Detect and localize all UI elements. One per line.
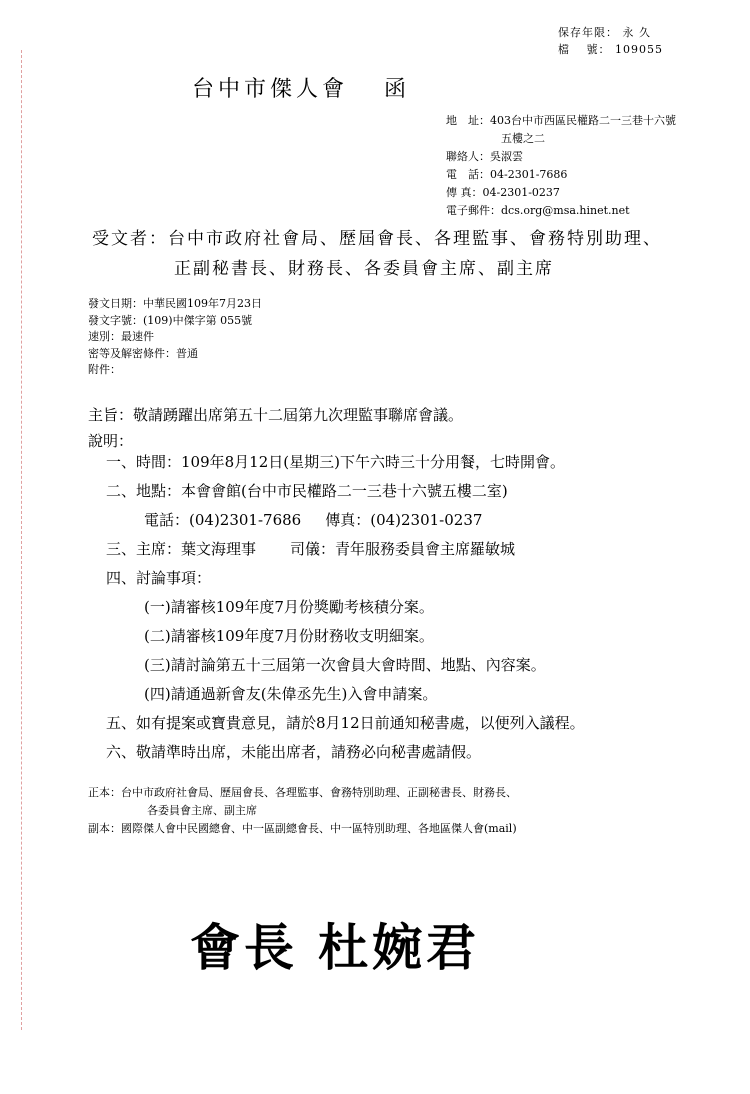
retention-period: 保存年限： 永 久 [558,26,651,39]
original-recipients-2: 各委員會主席、副主席 [147,804,257,817]
item-time: 一、時間：109年8月12日(星期三)下午六時三十分用餐，七時開會。 [106,453,565,471]
item-proposals: 五、如有提案或寶貴意見，請於8月12日前通知秘書處，以便列入議程。 [106,714,585,732]
copy-recipients: 副本：國際傑人會中民國總會、中一區副總會長、中一區特別助理、各地區傑人會(mail) [88,822,517,835]
item-attendance: 六、敬請準時出席，未能出席者，請務必向秘書處請假。 [106,743,482,761]
chair: 三、主席：葉文海理事 [106,540,257,558]
contact-fax: 傳 真：04-2301-0237 [446,186,560,199]
contact-email: 電子郵件：dcs.org@msa.hinet.net [446,204,630,217]
retention-block [558,24,663,58]
discussion-item-4: (四)請通過新會友(朱偉丞先生)入會申請案。 [144,685,438,703]
discussion-item-2: (二)請審核109年度7月份財務收支明細案。 [144,627,434,645]
org-name: 台中市傑人會 [192,77,349,102]
doc-type: 函 [384,77,411,102]
signature [190,908,480,980]
discussion-item-1: (一)請審核109年度7月份獎勵考核積分案。 [144,598,434,616]
explanation-items [106,448,585,767]
original-recipients-1: 正本：台中市政府社會局、歷屆會長、各理監事、會務特別助理、正副秘書長、財務長、 [88,786,517,799]
explanation-label: 說明： [88,432,134,450]
issue-date: 發文日期：中華民國109年7月23日 [88,297,262,310]
subject: 主旨：敬請踴躍出席第五十二屆第九次理監事聯席會議。 [88,406,464,424]
place-phone: 電話：(04)2301-7686 [144,511,302,529]
binding-margin-line [21,50,22,1030]
recipients [92,224,662,284]
recipients-line-1: 受文者：台中市政府社會局、歷屆會長、各理監事、會務特別助理、 [92,229,662,249]
item-discussion: 四、討論事項： [106,569,212,587]
discussion-item-3: (三)請討論第五十三屆第一次會員大會時間、地點、內容案。 [144,656,546,674]
issue-meta [88,296,262,379]
mc: 司儀：青年服務委員會主席羅敏城 [290,540,516,558]
address-line-2: 五樓之二 [501,132,545,145]
item-place: 二、地點：本會會館(台中市民權路二一三巷十六號五樓二室) [106,482,508,500]
contact-block [446,112,676,220]
contact-person: 聯絡人：吳淑雲 [446,150,523,163]
speed-class: 速別：最速件 [88,330,154,343]
contact-phone: 電 話：04-2301-7686 [446,168,568,181]
distribution-block [88,784,517,838]
place-fax: 傳真：(04)2301-0237 [325,511,483,529]
security-level: 密等及解密條件：普通 [88,346,198,360]
document-title [192,72,410,103]
recipients-line-2: 正副秘書長、財務長、各委員會主席、副主席 [174,259,554,279]
item-place-contacts [106,506,585,535]
item-chair [106,535,585,564]
file-number: 檔 號： 109055 [558,43,663,56]
signature-name: 杜婉君 [318,919,480,977]
address-line-1: 地 址：403台中市西區民權路二一三巷十六號 [446,114,676,127]
attachment: 附件： [88,363,121,376]
issue-number: 發文字號：(109)中傑字第 055號 [88,313,253,327]
signature-title: 會長 [190,919,298,977]
